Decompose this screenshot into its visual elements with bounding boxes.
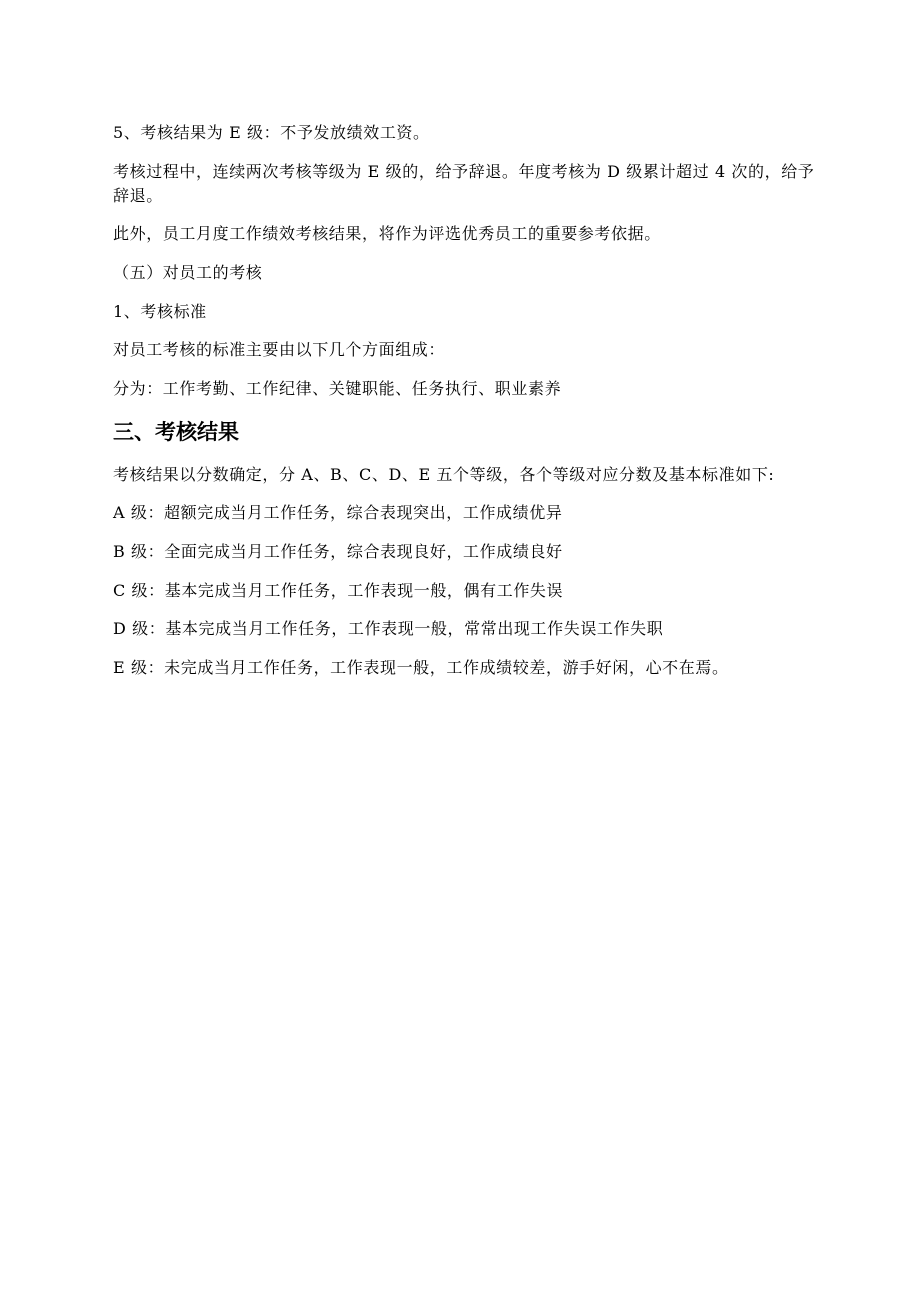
grade-d-description: D 级：基本完成当月工作任务，工作表现一般，常常出现工作失误工作失职 [113, 619, 664, 639]
grade-e-description: E 级：未完成当月工作任务，工作表现一般，工作成绩较差，游手好闲，心不在焉。 [113, 657, 729, 677]
results-intro: 考核结果以分数确定，分 A、B、C、D、E 五个等级，各个等级对应分数及基本标准如下: [113, 464, 775, 484]
subsection-title: （五）对员工的考核 [113, 263, 263, 283]
rule-item-5: 5、考核结果为 E 级：不予发放绩效工资。 [113, 123, 430, 142]
grade-a-description: A 级：超额完成当月工作任务，综合表现突出，工作成绩优异 [113, 503, 563, 523]
criteria-heading: 1、考核标准 [113, 301, 207, 321]
criteria-intro: 对员工考核的标准主要由以下几个方面组成： [113, 340, 446, 360]
criteria-list: 分为：工作考勤、工作纪律、关键职能、任务执行、职业素养 [113, 379, 562, 399]
section-heading-results: 三、考核结果 [113, 419, 239, 444]
dismissal-rule-line: 辞退。 [113, 185, 163, 205]
grade-c-description: C 级：基本完成当月工作任务，工作表现一般，偶有工作失误 [113, 580, 564, 600]
reference-note: 此外，员工月度工作绩效考核结果，将作为评选优秀员工的重要参考依据。 [113, 224, 661, 244]
document-body [113, 121, 833, 695]
dismissal-rule-paragraph [113, 160, 833, 208]
grade-b-description: B 级：全面完成当月工作任务，综合表现良好，工作成绩良好 [113, 541, 563, 561]
dismissal-rule-line: 考核过程中，连续两次考核等级为 E 级的，给予辞退。年度考核为 D 级累计超过 4 次的，给予 [113, 161, 815, 181]
